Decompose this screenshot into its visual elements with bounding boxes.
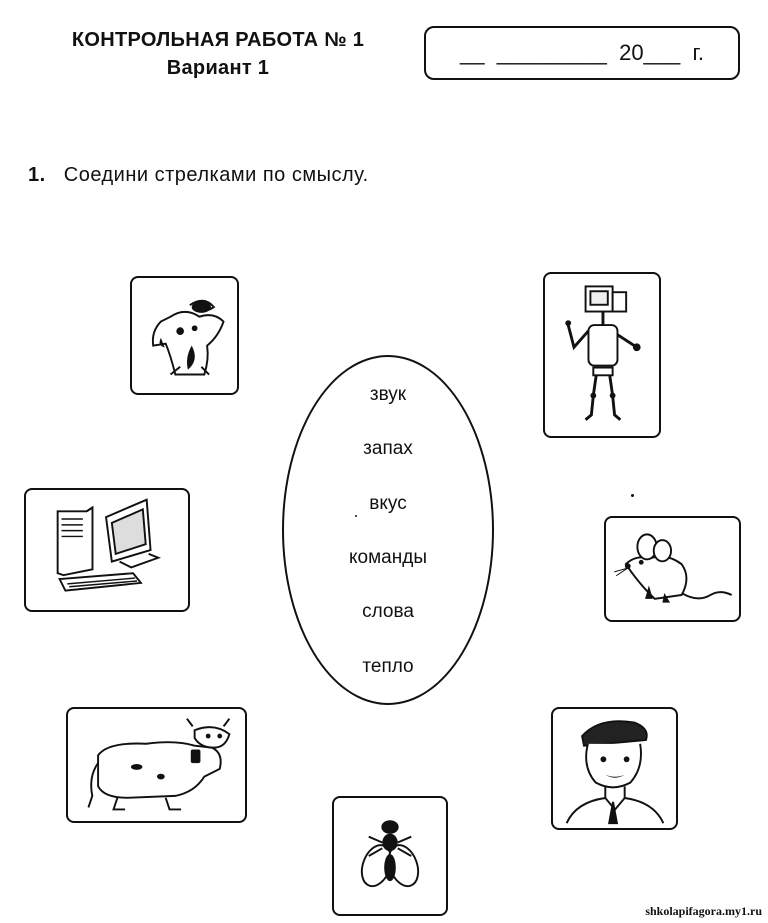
- variant-label: Вариант 1: [166, 57, 270, 79]
- fly-icon: [334, 798, 446, 914]
- word-words: слова: [362, 601, 414, 622]
- word-taste: вкус: [369, 493, 407, 514]
- task-1: [28, 164, 369, 187]
- word-oval: [282, 355, 494, 705]
- mouse-icon: [606, 518, 739, 620]
- robot-card: [543, 272, 661, 438]
- computer-card: [24, 488, 190, 612]
- print-speck: [355, 515, 357, 517]
- robot-icon: [545, 274, 659, 436]
- worksheet-title: [38, 26, 398, 82]
- site-footer: shkolapifagora.my1.ru: [645, 904, 762, 918]
- person-icon: [553, 709, 676, 828]
- print-speck: [631, 494, 634, 497]
- computer-icon: [26, 490, 188, 610]
- word-smell: запах: [363, 438, 413, 459]
- dog-card: [130, 276, 239, 395]
- date-field: __ _________ 20___ г.: [424, 26, 740, 80]
- dog-icon: [132, 278, 237, 393]
- word-warmth: тепло: [362, 656, 414, 677]
- word-commands: команды: [349, 547, 427, 568]
- mouse-card: [604, 516, 741, 622]
- task-number: 1.: [28, 164, 46, 186]
- cow-icon: [68, 709, 245, 821]
- person-card: [551, 707, 678, 830]
- task-instruction: Соедини стрелками по смыслу.: [63, 164, 369, 186]
- fly-card: [332, 796, 448, 916]
- cow-card: [66, 707, 247, 823]
- word-sound: звук: [369, 384, 407, 405]
- test-title: КОНТРОЛЬНАЯ РАБОТА № 1: [71, 29, 365, 51]
